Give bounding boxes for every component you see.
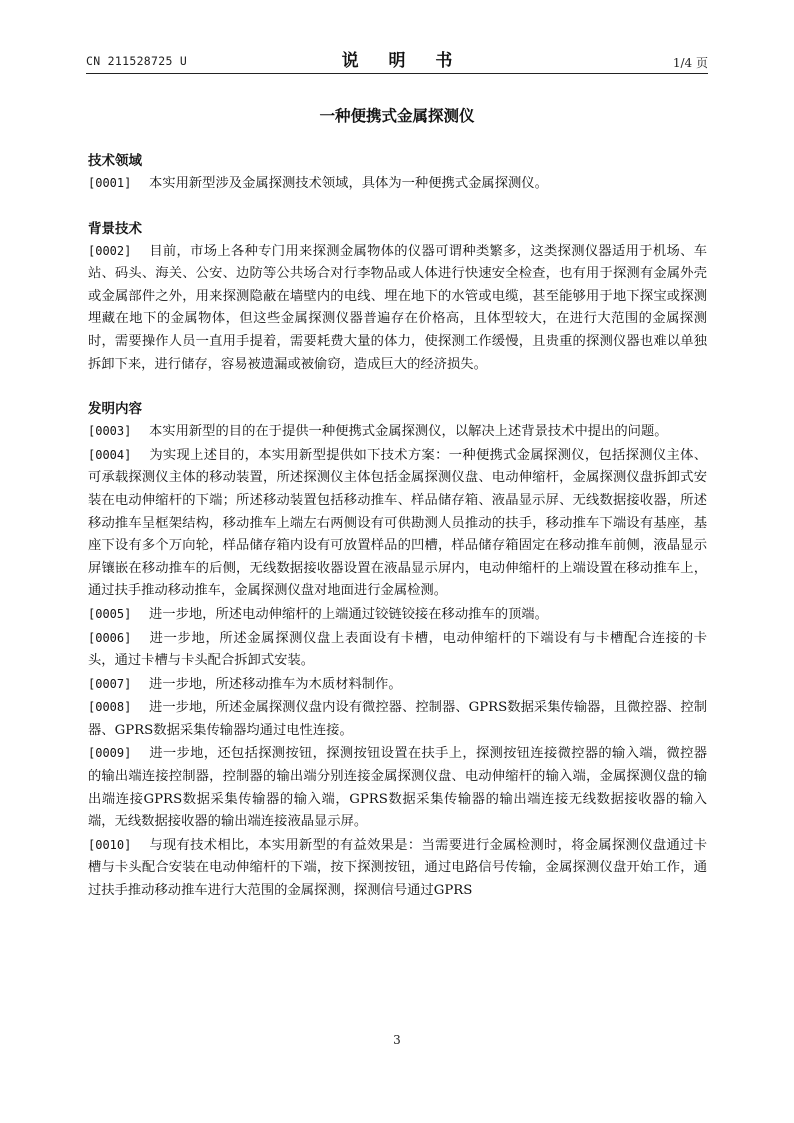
- paragraph: [88, 240, 707, 377]
- paragraph-number: [0001]: [88, 176, 132, 190]
- header-divider: [86, 73, 708, 74]
- paragraph-text: 目前，市场上各种专门用来探测金属物体的仪器可谓种类繁多，这类探测仪器适用于机场、车站、码头、海关、公安、边防等公共场合对行李物品或人体进行快速安全检查，也有用于探测有金属外壳或金属部件之外，用来探测隐蔽在墙壁内的电线、埋在地下的水管或电缆，甚至能够用于地下探宝或探测埋藏在地下的金属物体，但这些金属探测仪器普遍存在价格高，且体型较大，在进行大范围的金属探测时，需要操作人员一直用手提着，需要耗费大量的体力，使探测工作缓慢，且贵重的探测仪器也难以单独拆卸下来，进行储存，容易被遗漏或被偷窃，造成巨大的经济损失。: [88, 243, 707, 372]
- page-count: 1/4 页: [672, 56, 708, 70]
- paragraph-number: [0008]: [88, 700, 132, 715]
- paragraph: [88, 444, 707, 603]
- paragraph: [88, 627, 707, 673]
- paragraph-number: [0002]: [88, 243, 132, 258]
- paragraph-text: 为实现上述目的，本实用新型提供如下技术方案：一种便携式金属探测仪，包括探测仪主体、可承载探测仪主体的移动装置，所述探测仪主体包括金属探测仪盘、电动伸缩杆，金属探测仪盘拆卸式安装在电动伸缩杆的下端；所述移动装置包括移动推车、样品储存箱、液晶显示屏、无线数据接收器，所述移动推车呈框架结构，移动推车上端左右两侧设有可供勘测人员推动的扶手，移动推车下端设有基座，基座下设有多个万向轮，样品储存箱内设有可放置样品的凹槽，样品储存箱固定在移动推车前侧，液晶显示屏镶嵌在移动推车的后侧，无线数据接收器设置在液晶显示屏内，电动伸缩杆的上端设置在移动推车上，通过扶手推动移动推车，金属探测仪盘对地面进行金属检测。: [88, 447, 707, 599]
- paragraph-number: [0010]: [88, 837, 132, 852]
- page-header: [86, 44, 708, 74]
- paragraph: [88, 742, 707, 833]
- paragraph-number: [0005]: [88, 606, 132, 621]
- paragraph: [88, 673, 707, 697]
- paragraph: [88, 696, 707, 742]
- paragraph-text: 进一步地，所述移动推车为木质材料制作。: [149, 676, 402, 692]
- paragraph-text: 进一步地，所述金属探测仪盘内设有微控器、控制器、GPRS数据采集传输器，且微控器、控制器、GPRS数据采集传输器均通过电性连接。: [88, 700, 707, 738]
- paragraph-text: 与现有技术相比，本实用新型的有益效果是：当需要进行金属检测时，将金属探测仪盘通过卡槽与卡头配合安装在电动伸缩杆的下端，按下探测按钮，通过电路信号传输，金属探测仪盘开始工作，通过扶手推动移动推车进行大范围的金属探测，探测信号通过GPRS: [88, 837, 707, 899]
- paragraph: [88, 603, 707, 627]
- page-number: 3: [393, 1033, 401, 1047]
- paragraph: [88, 834, 707, 903]
- paragraph-text: 进一步地，所述金属探测仪盘上表面设有卡槽，电动伸缩杆的下端设有与卡槽配合连接的卡头，通过卡槽与卡头配合拆卸式安装。: [88, 630, 707, 669]
- paragraph: [88, 420, 707, 444]
- paragraph-text: 进一步地，所述电动伸缩杆的上端通过铰链铰接在移动推车的顶端。: [149, 606, 548, 622]
- section-heading: 背景技术: [88, 220, 142, 237]
- paragraph-number: [0007]: [88, 676, 132, 691]
- document-type: 说 明 书: [341, 51, 465, 71]
- paragraph-text: 本实用新型的目的在于提供一种便携式金属探测仪，以解决上述背景技术中提出的问题。: [149, 424, 668, 440]
- paragraph-number: [0009]: [88, 746, 132, 761]
- paragraph-number: [0004]: [88, 447, 132, 462]
- section-heading: 发明内容: [88, 401, 142, 418]
- paragraph-number: [0006]: [88, 630, 132, 645]
- paragraph-number: [0003]: [88, 424, 132, 439]
- section-heading: 技术领域: [88, 153, 142, 169]
- paragraph-text: 本实用新型涉及金属探测技术领域，具体为一种便携式金属探测仪。: [149, 176, 548, 191]
- document-id: CN 211528725 U: [86, 54, 188, 68]
- document-title: 一种便携式金属探测仪: [319, 107, 475, 125]
- paragraph: [88, 172, 707, 196]
- document-body: [88, 150, 707, 903]
- paragraph-text: 进一步地，还包括探测按钮，探测按钮设置在扶手上，探测按钮连接微控器的输入端，微控器的输出端连接控制器，控制器的输出端分别连接金属探测仪盘、电动伸缩杆的输入端，金属探测仪盘的输出端连接GPRS数据采集传输器的输入端，GPRS数据采集传输器的输出端连接无线数据接收器的输入端，无线数据接收器的输出端连接液晶显示屏。: [88, 746, 707, 830]
